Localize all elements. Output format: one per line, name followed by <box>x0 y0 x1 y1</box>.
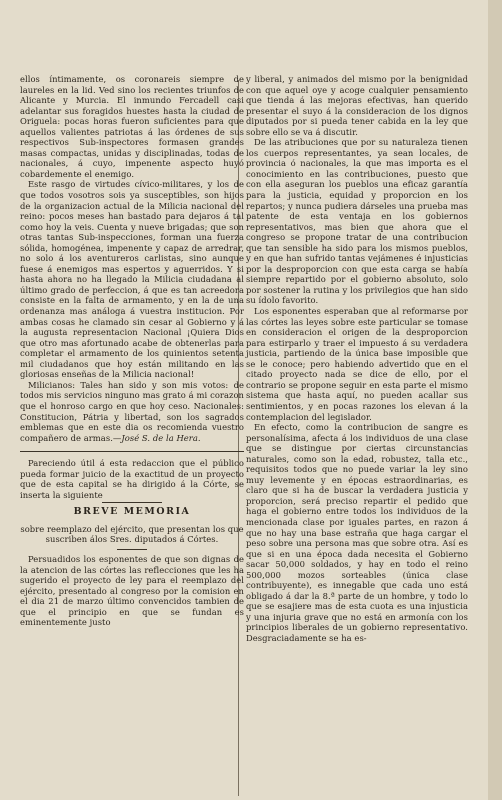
left-paragraph-4: Pareciendo útil á esta redaccion que el público pueda formar juicio de la exactitud de un proyecto que de esta capital se ha dirigido á la Córte, se inserta la siguiente <box>20 458 244 500</box>
right-paragraph-2: De las atribuciones que por su naturaleza tienen los cuerpos representantes, ya sean locales, de provincia ó nacionales, la que mas importa es el conocimiento en las contribuciones, puesto que con ella aseguran los pueblos una eficaz garantía para la justicia, equidad y proporcion en los repartos; y nunca pudiera dárseles una prueba mas patente de esta ventaja en los gobiernos representativos, mas bien que ahora que el congreso se propone tratar de una contribucion que tan sensible ha sido para los mismos pueblos, y en que han sufrido tantas vejámenes é injusticias por la desproporcion con que esta carga se había siempre repartido por el gobierno absoluto, solo por sostener la rutina y los privilegios que han sido su ídolo favorito. <box>246 137 468 306</box>
section-rule <box>20 451 244 452</box>
right-paragraph-4: En efecto, como la contribucion de sangre es personalísima, afecta á los individuos de una clase que se distingue por ciertas circunstancias naturales, como son la edad, robustez, talla etc., requisitos todos que no puede variar la ley sino muy levemente y en épocas estraordinarias, es claro que si ha de buscar la verdadera justicia y proporcion, será preciso repartir el pedido que haga el gobierno entre todos los individuos de la mencionada clase por iguales partes, en razon á que no hay una base estraña que haga cargar el peso sobre una persona mas que sobre otra. Así es que si en una época dada necesita el Gobierno sacar 50,000 soldados, y hay en todo el reino 500,000 mozos sorteables (única clase contribuyente), es innegable que cada uno está obligado á dar la 8.ª parte de un hombre, y todo lo que se esajiere mas de esta cuota es una injusticia y una injuria grave que no está en armonía con los principios liberales de un gobierno representativo. Desgraciadamente se ha es- <box>246 422 468 643</box>
memoria-heading: BREVE MEMORIA <box>73 506 191 518</box>
page-edge <box>488 0 502 800</box>
left-column <box>20 74 244 628</box>
left-paragraph-2: Este rasgo de virtudes cívico-militares, y los de que todos vosotros sois ya susceptibles, son hijos de la organizacion actual de la Milicia nacional del reino: pocos meses han bastado para dejaros á tal como hoy la veis. Cuenta y nueve brigadas; que son otras tantas Sub-inspecciones, forman una fuerza sólida, homogénea, impenente y capaz de arredrar, no solo á los aventureros carlistas, sino aunque fuese á enemigos mas espertos y aguerridos. Y si hasta ahora no ha llegado la Milicia ciudadana al último grado de perfeccion, á que es tan acreedora consiste en la falta de armamento, y en la de una ordenanza mas análoga á vuestra institucion. Por ambas cosas he clamado sin cesar al Gobierno y á la augusta representacion Nacional ¡Quiera Dios que otro mas afortunado acabe de obtenerlas para completar el armamento de los quinientos setenta mil ciudadanos que hoy están militando en las gloriosas enseñas de la Milicia nacional! <box>20 179 244 380</box>
proclamation-text: Milicianos: Tales han sido y son mis votos: de todos mis servicios ninguno mas grato á mi corazon que el honroso cargo en que hoy ceso. Nacionales: Constitucion, Pátria y libertad, son los sagrados emblemas que en este dia os recomienda vuestro compañero de armas. <box>20 379 244 443</box>
short-rule-2 <box>117 549 147 550</box>
right-paragraph-3: Los esponentes esperaban que al reformarse por las córtes las leyes sobre este particular se tomase en consideracion el origen de la desproporcion para estirparlo y traer el impuesto á su verdadera justicia, partiendo de la única base imposible que se le conoce; pero habiendo advertido que en el citado proyecto nada se dice de ello, por el contrario se propone seguir en esta parte el mismo sistema que hasta aquí, no pueden acallar sus sentimientos, y en pocas razones los elevan á la contemplacion del legislador. <box>246 306 468 422</box>
left-paragraph-3: Milicianos: Tales han sido y son mis votos: de todos mis servicios ninguno mas grato á mi corazon que el honroso cargo en que hoy ceso. Nacionales: Constitucion, Pátria y libertad, son los sagrados emblemas que en este dia os recomienda vuestro compañero de armas.—José S. de la Hera. <box>20 379 244 443</box>
left-paragraph-1: ellos íntimamente, os coronareis siempre de laureles en la lid. Ved sino los recientes triunfos de Alicante y Murcia. El inmundo Fercadell casi adelantar sus foragidos huestes hasta la ciudad de Origuela: pocas horas fueron suficientes para que aquellos valientes patriotas á las órdenes de sus respectivos Sub-inspectores formasen grandes masas compactas, unidas y disciplinadas, todas de nacionales, á cuyo, impenente aspecto huyó cobardemente el enemigo. <box>20 74 244 179</box>
memoria-subtitle: sobre reemplazo del ejército, que presentan los que suscriben álos Sres. diputados á Córtes. <box>20 523 244 545</box>
left-paragraph-6: Persuadidos los esponentes de que son dignas de la atencion de las córtes las reflecciones que les ha sugerido el proyecto de ley para el reemplazo del ejército, presentado al congreso por la comision en el dia 21 de marzo último convencidos tambien de que el principio en que se fundan es eminentemente justo <box>20 553 244 628</box>
short-rule <box>102 502 162 503</box>
signature: José S. de la Hera. <box>121 432 201 443</box>
right-paragraph-1: y liberal, y animados del mismo por la benignidad con que aquel oye y acoge cualquier pensamiento que tienda á las mejoras efectivas, han querido presentar el suyo á la consideracion de los dignos diputados por si pueda tener cabida en la ley que sobre ello se va á discutir. <box>246 74 468 137</box>
right-column <box>246 74 468 644</box>
